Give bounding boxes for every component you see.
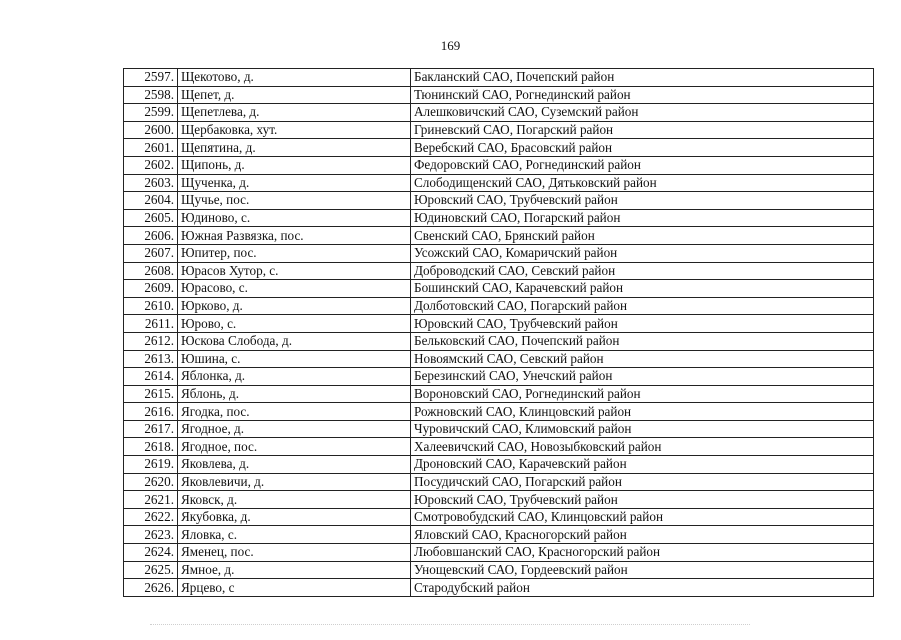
- settlement-name-cell: Юдиново, с.: [178, 209, 411, 227]
- administration-cell: Бошинский САО, Карачевский район: [411, 280, 874, 298]
- table-row: [124, 544, 874, 562]
- administration-cell: Юровский САО, Трубчевский район: [411, 192, 874, 210]
- administration-cell: Веребский САО, Брасовский район: [411, 139, 874, 157]
- table-row: [124, 526, 874, 544]
- table-row: [124, 332, 874, 350]
- row-number-cell: 2622.: [124, 508, 178, 526]
- table-row: [124, 385, 874, 403]
- administration-cell: Стародубский район: [411, 579, 874, 597]
- row-number-cell: 2611.: [124, 315, 178, 333]
- row-number-cell: 2617.: [124, 420, 178, 438]
- settlement-name-cell: Юрасов Хутор, с.: [178, 262, 411, 280]
- row-number-cell: 2608.: [124, 262, 178, 280]
- row-number-cell: 2621.: [124, 491, 178, 509]
- row-number-cell: 2605.: [124, 209, 178, 227]
- administration-cell: Дроновский САО, Карачевский район: [411, 456, 874, 474]
- table-body: [124, 69, 874, 597]
- settlement-name-cell: Юрасово, с.: [178, 280, 411, 298]
- settlement-name-cell: Яблонка, д.: [178, 368, 411, 386]
- administration-cell: Новоямский САО, Севский район: [411, 350, 874, 368]
- settlement-name-cell: Юшина, с.: [178, 350, 411, 368]
- administration-cell: Яловский САО, Красногорский район: [411, 526, 874, 544]
- settlement-name-cell: Щипонь, д.: [178, 156, 411, 174]
- row-number-cell: 2607.: [124, 244, 178, 262]
- table-row: [124, 227, 874, 245]
- administration-cell: Гриневский САО, Погарский район: [411, 121, 874, 139]
- table-row: [124, 297, 874, 315]
- settlement-name-cell: Юрково, д.: [178, 297, 411, 315]
- settlement-name-cell: Щучье, пос.: [178, 192, 411, 210]
- administration-cell: Доброводский САО, Севский район: [411, 262, 874, 280]
- row-number-cell: 2599.: [124, 104, 178, 122]
- table-row: [124, 262, 874, 280]
- settlement-name-cell: Ярцево, с: [178, 579, 411, 597]
- settlement-name-cell: Ягодка, пос.: [178, 403, 411, 421]
- settlement-name-cell: Ягодное, д.: [178, 420, 411, 438]
- row-number-cell: 2613.: [124, 350, 178, 368]
- table-row: [124, 86, 874, 104]
- settlement-name-cell: Щепетлева, д.: [178, 104, 411, 122]
- administration-cell: Слободищенский САО, Дятьковский район: [411, 174, 874, 192]
- table-row: [124, 315, 874, 333]
- settlement-name-cell: Яковск, д.: [178, 491, 411, 509]
- row-number-cell: 2618.: [124, 438, 178, 456]
- settlement-name-cell: Щербаковка, хут.: [178, 121, 411, 139]
- administration-cell: Усожский САО, Комаричский район: [411, 244, 874, 262]
- row-number-cell: 2616.: [124, 403, 178, 421]
- table-row: [124, 174, 874, 192]
- administration-cell: Юровский САО, Трубчевский район: [411, 315, 874, 333]
- table-row: [124, 473, 874, 491]
- administration-cell: Федоровский САО, Рогнединский район: [411, 156, 874, 174]
- administration-cell: Бельковский САО, Почепский район: [411, 332, 874, 350]
- administration-cell: Рожновский САО, Клинцовский район: [411, 403, 874, 421]
- row-number-cell: 2619.: [124, 456, 178, 474]
- settlement-name-cell: Юпитер, пос.: [178, 244, 411, 262]
- administration-cell: Долботовский САО, Погарский район: [411, 297, 874, 315]
- row-number-cell: 2602.: [124, 156, 178, 174]
- row-number-cell: 2620.: [124, 473, 178, 491]
- settlement-name-cell: Ягодное, пос.: [178, 438, 411, 456]
- administration-cell: Тюнинский САО, Рогнединский район: [411, 86, 874, 104]
- settlement-name-cell: Яковлевичи, д.: [178, 473, 411, 491]
- table-row: [124, 280, 874, 298]
- administration-cell: Вороновский САО, Рогнединский район: [411, 385, 874, 403]
- settlement-name-cell: Щепет, д.: [178, 86, 411, 104]
- row-number-cell: 2610.: [124, 297, 178, 315]
- table-row: [124, 420, 874, 438]
- table-row: [124, 121, 874, 139]
- row-number-cell: 2604.: [124, 192, 178, 210]
- table-row: [124, 156, 874, 174]
- table-row: [124, 368, 874, 386]
- row-number-cell: 2615.: [124, 385, 178, 403]
- row-number-cell: 2626.: [124, 579, 178, 597]
- row-number-cell: 2597.: [124, 69, 178, 87]
- row-number-cell: 2598.: [124, 86, 178, 104]
- row-number-cell: 2612.: [124, 332, 178, 350]
- administration-cell: Бакланский САО, Почепский район: [411, 69, 874, 87]
- administration-cell: Свенский САО, Брянский район: [411, 227, 874, 245]
- row-number-cell: 2603.: [124, 174, 178, 192]
- page-number: 169: [440, 38, 461, 53]
- table-row: [124, 104, 874, 122]
- table-row: [124, 244, 874, 262]
- row-number-cell: 2606.: [124, 227, 178, 245]
- row-number-cell: 2625.: [124, 561, 178, 579]
- row-number-cell: 2600.: [124, 121, 178, 139]
- administration-cell: Унощевский САО, Гордеевский район: [411, 561, 874, 579]
- table-row: [124, 508, 874, 526]
- settlements-table: [123, 68, 874, 597]
- table-row: [124, 438, 874, 456]
- settlement-name-cell: Яковлева, д.: [178, 456, 411, 474]
- table-row: [124, 561, 874, 579]
- administration-cell: Посудичский САО, Погарский район: [411, 473, 874, 491]
- table-row: [124, 491, 874, 509]
- table-row: [124, 139, 874, 157]
- settlement-name-cell: Щекотово, д.: [178, 69, 411, 87]
- table-row: [124, 579, 874, 597]
- administration-cell: Юровский САО, Трубчевский район: [411, 491, 874, 509]
- settlement-name-cell: Юрово, с.: [178, 315, 411, 333]
- administration-cell: Халеевичский САО, Новозыбковский район: [411, 438, 874, 456]
- row-number-cell: 2623.: [124, 526, 178, 544]
- scan-artifact-divider: [150, 624, 750, 627]
- table-row: [124, 456, 874, 474]
- table-row: [124, 209, 874, 227]
- table-row: [124, 192, 874, 210]
- settlement-name-cell: Щепятина, д.: [178, 139, 411, 157]
- settlement-name-cell: Яблонь, д.: [178, 385, 411, 403]
- settlement-name-cell: Южная Развязка, пос.: [178, 227, 411, 245]
- row-number-cell: 2601.: [124, 139, 178, 157]
- administration-cell: Любовшанский САО, Красногорский район: [411, 544, 874, 562]
- administration-cell: Чуровичский САО, Климовский район: [411, 420, 874, 438]
- row-number-cell: 2614.: [124, 368, 178, 386]
- settlement-name-cell: Ямное, д.: [178, 561, 411, 579]
- row-number-cell: 2624.: [124, 544, 178, 562]
- table-row: [124, 69, 874, 87]
- settlement-name-cell: Яловка, с.: [178, 526, 411, 544]
- settlement-name-cell: Якубовка, д.: [178, 508, 411, 526]
- settlement-name-cell: Щученка, д.: [178, 174, 411, 192]
- settlement-name-cell: Яменец, пос.: [178, 544, 411, 562]
- administration-cell: Березинский САО, Унечский район: [411, 368, 874, 386]
- administration-cell: Юдиновский САО, Погарский район: [411, 209, 874, 227]
- table-row: [124, 403, 874, 421]
- settlement-name-cell: Юскова Слобода, д.: [178, 332, 411, 350]
- table-row: [124, 350, 874, 368]
- row-number-cell: 2609.: [124, 280, 178, 298]
- administration-cell: Алешковичский САО, Суземский район: [411, 104, 874, 122]
- administration-cell: Смотровобудский САО, Клинцовский район: [411, 508, 874, 526]
